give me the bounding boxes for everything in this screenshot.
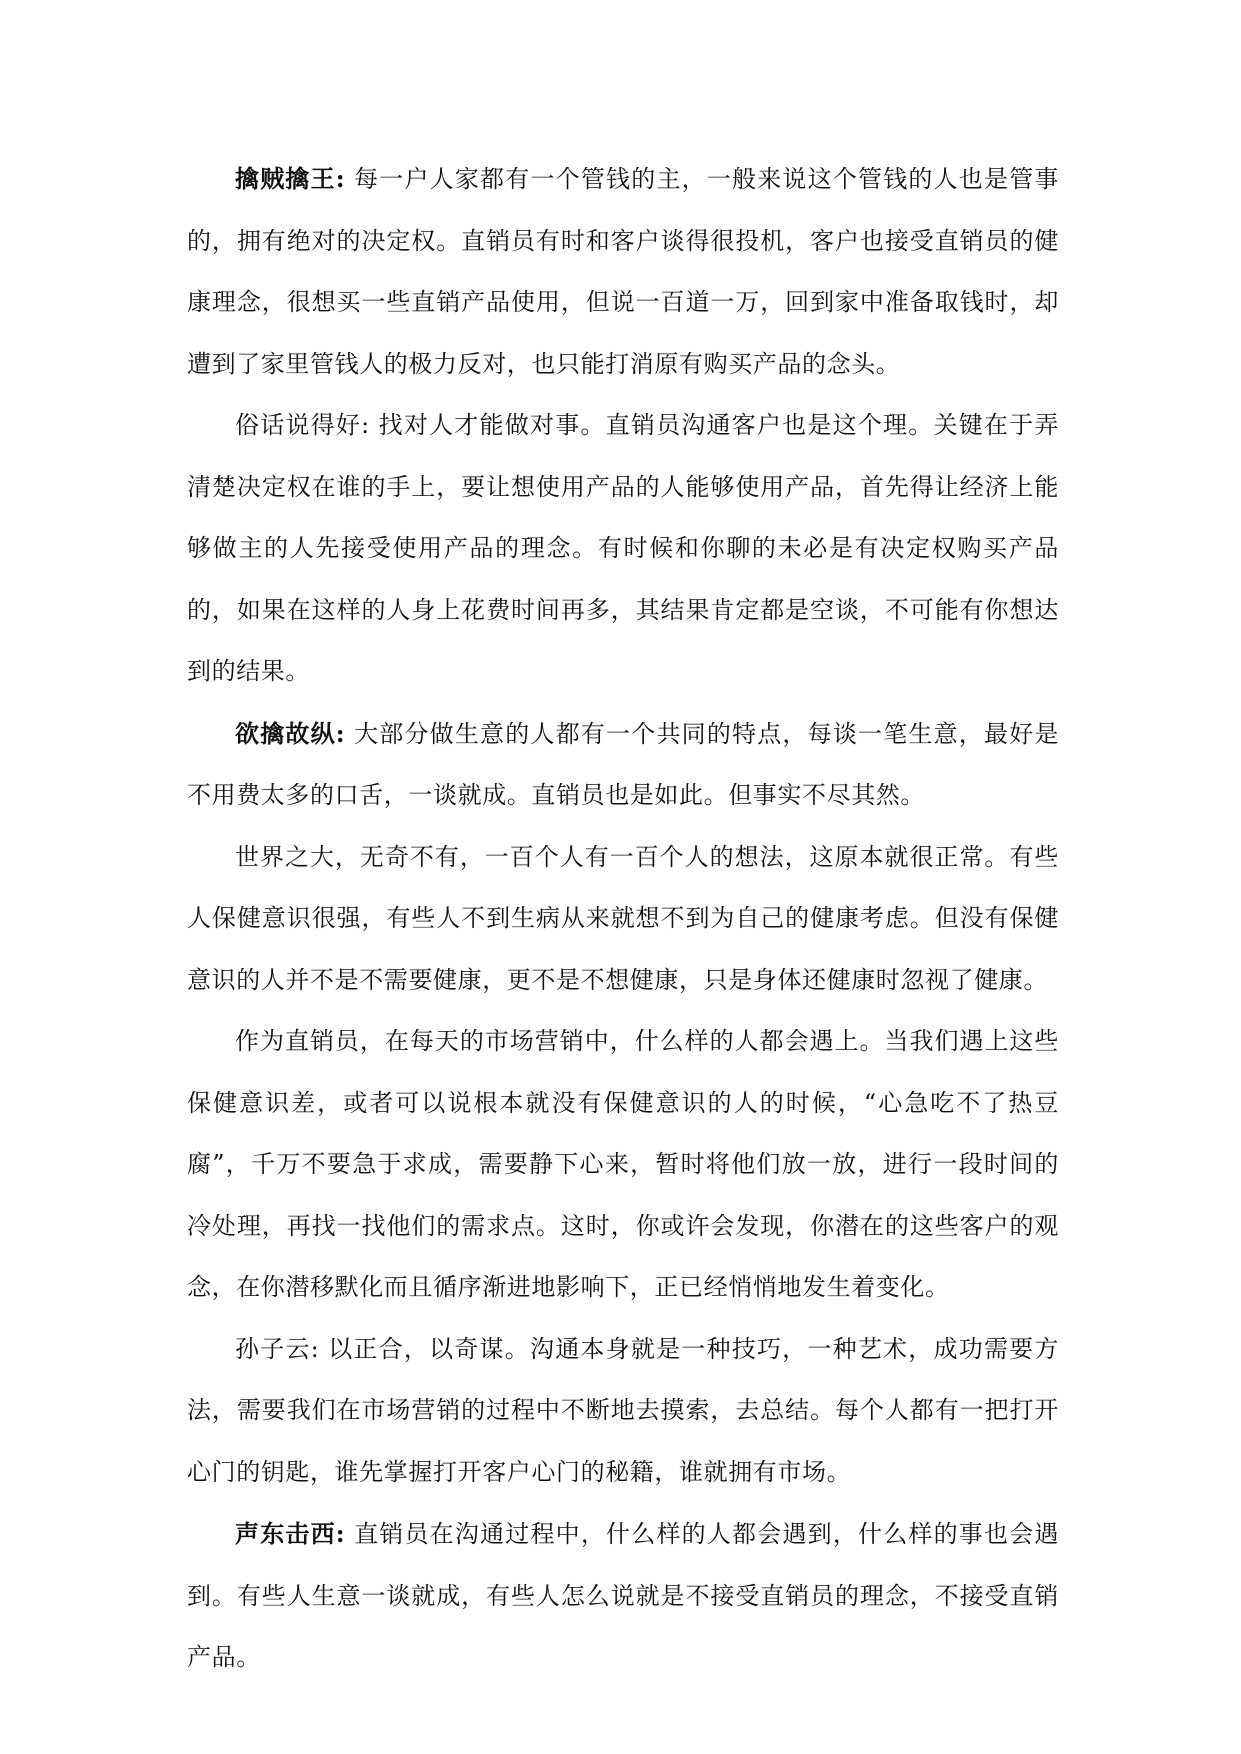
section-heading-1: 擒贼擒王: <box>235 164 346 193</box>
paragraph-3 <box>187 703 1059 827</box>
paragraph-text-6: 孙子云: 以正合，以奇谋。沟通本身就是一种技巧，一种艺术，成功需要方法，需要我们在市场营销的过程中不断地去摸索，去总结。每个人都有一把打开心门的钥匙，谁先掌握打开客户心门的秘籍，谁就拥有市场。 <box>187 1334 1059 1486</box>
document-body <box>187 148 1059 1689</box>
paragraph-text-2: 俗话说得好: 找对人才能做对事。直销员沟通客户也是这个理。关键在于弄清楚决定权在谁的手上，要让想使用产品的人能够使用产品，首先得让经济上能够做主的人先接受使用产品的理念。有时候和你聊的未必是有决定权购买产品的，如果在这样的人身上花费时间再多，其结果肯定都是空谈，不可能有你想达到的结果。 <box>187 411 1059 685</box>
section-heading-3: 声东击西: <box>235 1519 346 1548</box>
paragraph-1 <box>187 148 1059 395</box>
paragraph-text-5: 作为直销员，在每天的市场营销中，什么样的人都会遇上。当我们遇上这些保健意识差，或者可以说根本就没有保健意识的人的时候，“心急吃不了热豆腐”，千万不要急于求成，需要静下心来，暂时将他们放一放，进行一段时间的冷处理，再找一找他们的需求点。这时，你或许会发现，你潜在的这些客户的观念，在你潜移默化而且循序渐进地影响下，正已经悄悄地发生着变化。 <box>187 1027 1059 1301</box>
paragraph-2 <box>187 395 1059 703</box>
paragraph-4 <box>187 827 1059 1012</box>
paragraph-text-4: 世界之大，无奇不有，一百个人有一百个人的想法，这原本就很正常。有些人保健意识很强，有些人不到生病从来就想不到为自己的健康考虑。但没有保健意识的人并不是不需要健康，更不是不想健康，只是身体还健康时忽视了健康。 <box>187 842 1059 994</box>
paragraph-text-3: 大部分做生意的人都有一个共同的特点，每谈一笔生意，最好是不用费太多的口舌，一谈就成。直销员也是如此。但事实不尽其然。 <box>187 719 1059 809</box>
paragraph-text-1: 每一户人家都有一个管钱的主，一般来说这个管钱的人也是管事的，拥有绝对的决定权。直销员有时和客户谈得很投机，客户也接受直销员的健康理念，很想买一些直销产品使用，但说一百道一万，回到家中准备取钱时，却遭到了家里管钱人的极力反对，也只能打消原有购买产品的念头。 <box>187 165 1059 378</box>
paragraph-5 <box>187 1011 1059 1319</box>
section-heading-2: 欲擒故纵: <box>235 718 346 748</box>
paragraph-6 <box>187 1319 1059 1504</box>
paragraph-text-7: 直销员在沟通过程中，什么样的人都会遇到，什么样的事也会遇到。有些人生意一谈就成，有些人怎么说就是不接受直销员的理念，不接受直销产品。 <box>187 1520 1059 1671</box>
paragraph-7 <box>187 1503 1059 1689</box>
